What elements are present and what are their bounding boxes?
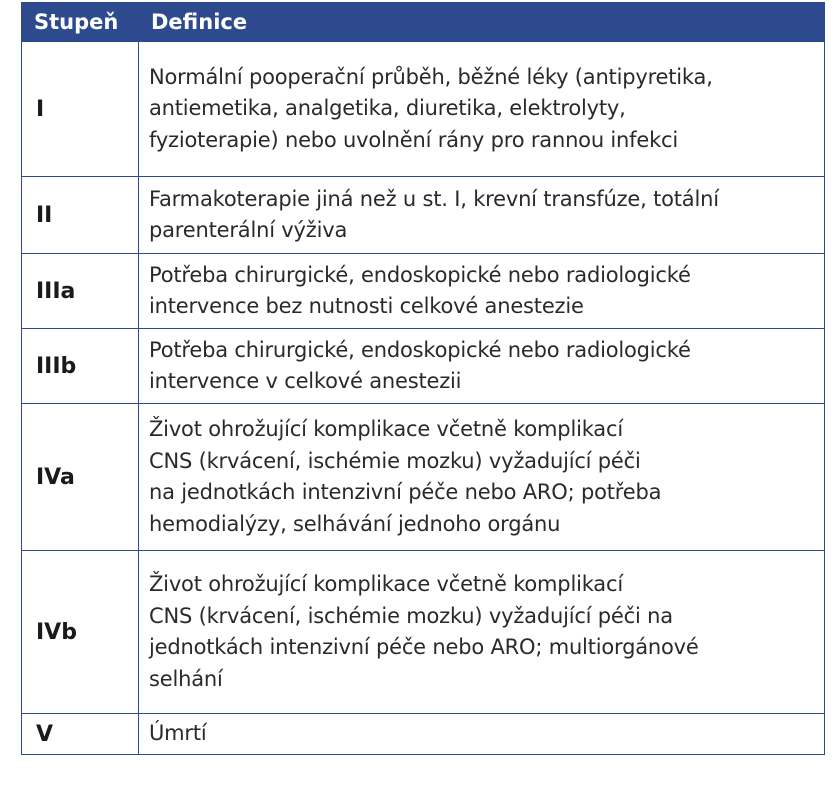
definition-line: selhání	[149, 666, 223, 691]
definition-line: intervence bez nutnosti celkové anestezie	[149, 294, 584, 318]
definition-cell	[139, 714, 825, 755]
classification-table	[21, 2, 825, 755]
table-header	[22, 3, 825, 42]
definition-line: parenterální výživa	[149, 218, 348, 242]
table-row	[22, 177, 825, 254]
table-row	[22, 551, 825, 714]
header-row	[22, 3, 825, 42]
definition-line: Normální pooperační průběh, běžné léky (antipyretika,	[149, 64, 713, 89]
grade-cell: I	[22, 42, 139, 177]
definition-line: Život ohrožující komplikace včetně komplikací	[149, 417, 623, 441]
definition-cell	[139, 329, 825, 404]
definition-line: Život ohrožující komplikace včetně komplikací	[149, 572, 623, 596]
grade-cell: IIIa	[22, 254, 139, 329]
grade-cell: IVb	[22, 551, 139, 714]
table-row	[22, 329, 825, 404]
definition-cell	[139, 254, 825, 329]
definition-line: fyzioterapie) nebo uvolnění rány pro rannou infekci	[149, 127, 679, 152]
definition-line: antiemetika, analgetika, diuretika, elektrolyty,	[149, 96, 626, 121]
definition-line: jednotkách intenzivní péče nebo ARO; multiorgánové	[149, 635, 699, 659]
definition-line: CNS (krvácení, ischémie mozku) vyžadující péči	[149, 448, 641, 473]
table-row	[22, 254, 825, 329]
definition-cell	[139, 177, 825, 254]
table-row	[22, 404, 825, 551]
classification-table-container	[21, 2, 824, 755]
definition-cell	[139, 404, 825, 551]
table-body	[22, 42, 825, 755]
column-header-definition: Definice	[139, 3, 825, 42]
definition-line: Potřeba chirurgické, endoskopické nebo radiologické	[149, 262, 691, 287]
grade-cell: IVa	[22, 404, 139, 551]
definition-line: Úmrtí	[149, 721, 207, 746]
definition-line: intervence v celkové anestezii	[149, 369, 462, 393]
definition-line: CNS (krvácení, ischémie mozku) vyžadující péči na	[149, 603, 673, 628]
definition-line: Farmakoterapie jiná než u st. I, krevní transfúze, totální	[149, 186, 719, 211]
definition-line: Potřeba chirurgické, endoskopické nebo radiologické	[149, 337, 691, 362]
definition-line: hemodialýzy, selhávání jednoho orgánu	[149, 511, 561, 536]
column-header-grade: Stupeň	[22, 3, 139, 42]
definition-line: na jednotkách intenzivní péče nebo ARO; potřeba	[149, 480, 662, 504]
definition-cell	[139, 42, 825, 177]
table-row	[22, 42, 825, 177]
grade-cell: II	[22, 177, 139, 254]
definition-cell	[139, 551, 825, 714]
grade-cell: V	[22, 714, 139, 755]
table-row	[22, 714, 825, 755]
grade-cell: IIIb	[22, 329, 139, 404]
